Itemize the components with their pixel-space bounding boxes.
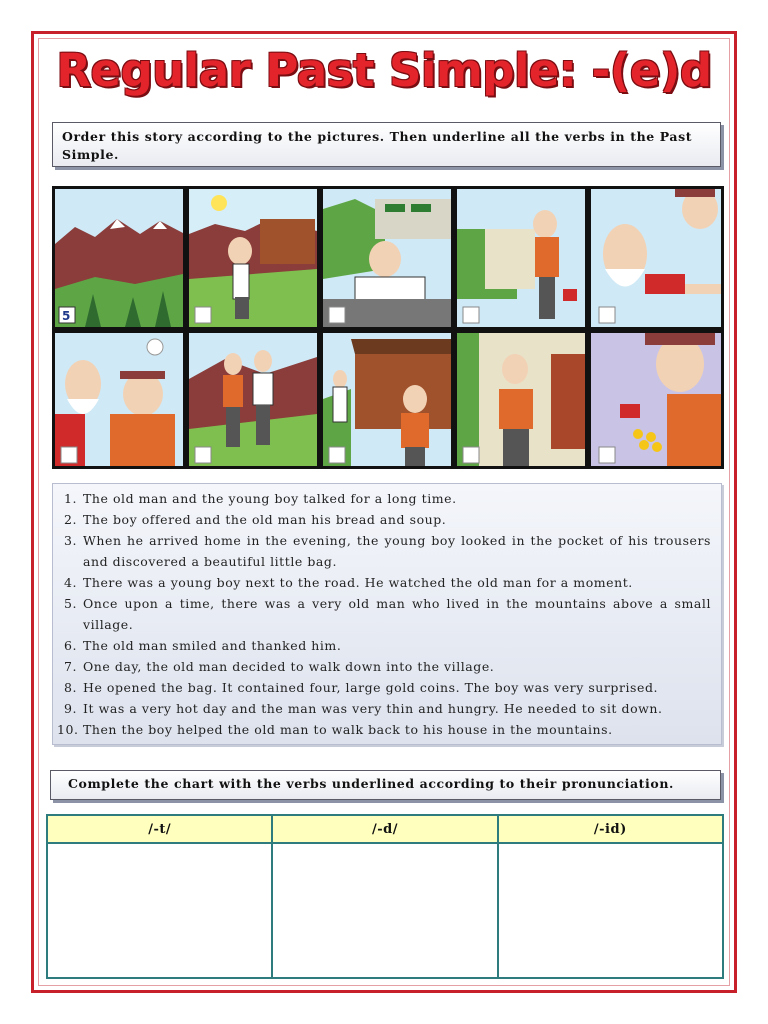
list-item: 2. The boy offered and the old man his bread and soup. (63, 512, 447, 527)
list-item: 1. The old man and the young boy talked for a long time. (63, 491, 457, 506)
list-item: 7. One day, the old man decided to walk down into the village. (63, 659, 495, 674)
comic-panel-3 (323, 189, 451, 327)
comic-panel-8 (323, 333, 451, 466)
comic-panel-9 (457, 333, 585, 466)
list-item: 4. There was a young boy next to the road. He watched the old man for a moment. (63, 575, 633, 590)
comic-panel-10 (591, 333, 721, 466)
worksheet-title: Regular Past Simple: -(e)d (56, 44, 712, 97)
instructions-box-1: Order this story according to the pictures. Then underline all the verbs in the Past Simple. (52, 122, 721, 167)
comic-panel-6 (55, 333, 183, 466)
list-item: 10. Then the boy helped the old man to walk back to his house in the mountains. (57, 722, 613, 737)
instructions-box-2: Complete the chart with the verbs underlined according to their pronunciation. (50, 770, 721, 800)
comic-panel-7 (189, 333, 317, 466)
chart-cell-d[interactable] (272, 843, 497, 978)
list-item: 5. Once upon a time, there was a very old man who lived in the mountains above a small village. (63, 596, 711, 632)
pronunciation-chart (46, 814, 724, 979)
chart-header-t: /-t/ (47, 815, 272, 843)
comic-panel-2 (189, 189, 317, 327)
list-item: 8. He opened the bag. It contained four, large gold coins. The boy was very surprised. (63, 680, 659, 695)
list-item: 3. When he arrived home in the evening, the young boy looked in the pocket of his trousers and discovered a beautiful little bag. (63, 533, 711, 569)
comic-panel-number: 5 (62, 309, 71, 323)
chart-header-id: /-id) (498, 815, 723, 843)
comic-panel-5 (591, 189, 721, 327)
comic-strip (52, 186, 724, 469)
story-sentences (52, 483, 722, 745)
chart-cell-t[interactable] (47, 843, 272, 978)
comic-panel-1 (55, 189, 183, 327)
list-item: 9. It was a very hot day and the man was very thin and hungry. He needed to sit down. (63, 701, 663, 716)
list-item: 6. The old man smiled and thanked him. (63, 638, 342, 653)
chart-header-d: /-d/ (272, 815, 497, 843)
chart-cell-id[interactable] (498, 843, 723, 978)
comic-panel-4 (457, 189, 585, 327)
